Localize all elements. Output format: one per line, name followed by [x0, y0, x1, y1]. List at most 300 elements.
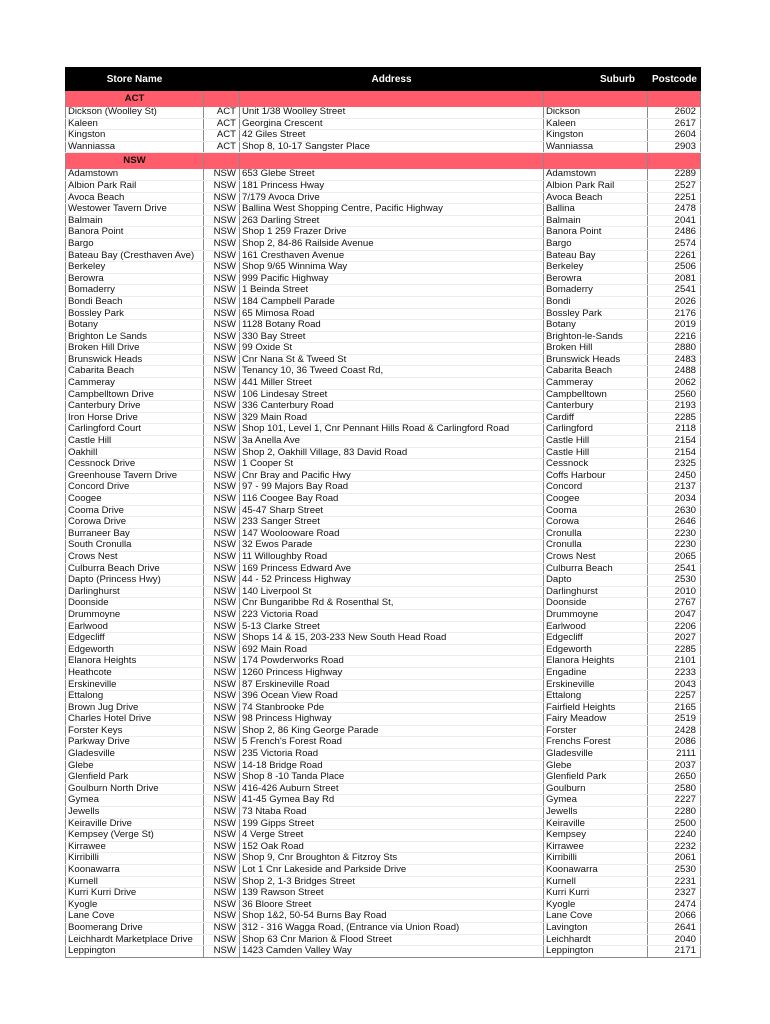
suburb-cell: Bateau Bay — [544, 250, 648, 262]
address-cell: 98 Princess Highway — [240, 714, 544, 726]
state-cell: NSW — [204, 273, 240, 285]
table-row — [66, 772, 701, 784]
postcode-cell: 2506 — [648, 262, 701, 274]
table-row — [66, 273, 701, 285]
postcode-cell: 2903 — [648, 141, 701, 153]
store-name-cell: Bondi Beach — [66, 296, 204, 308]
postcode-cell: 2193 — [648, 401, 701, 413]
address-cell: 1423 Camden Valley Way — [240, 946, 544, 958]
postcode-cell: 2488 — [648, 366, 701, 378]
address-cell: Tenancy 10, 36 Tweed Coast Rd, — [240, 366, 544, 378]
state-cell: NSW — [204, 169, 240, 181]
postcode-cell: 2154 — [648, 436, 701, 448]
store-name-cell: Brunswick Heads — [66, 354, 204, 366]
postcode-cell: 2285 — [648, 412, 701, 424]
address-cell: Shop 101, Level 1, Cnr Pennant Hills Road & Carlingford Road — [240, 424, 544, 436]
postcode-cell: 2261 — [648, 250, 701, 262]
address-cell: Cnr Nana St & Tweed St — [240, 354, 544, 366]
address-cell: 653 Glebe Street — [240, 169, 544, 181]
state-cell: NSW — [204, 459, 240, 471]
address-cell: Shop 2, 84-86 Railside Avenue — [240, 238, 544, 250]
postcode-cell: 2061 — [648, 853, 701, 865]
postcode-cell: 2154 — [648, 447, 701, 459]
suburb-cell: Kingston — [544, 130, 648, 142]
store-name-cell: Brown Jug Drive — [66, 702, 204, 714]
state-cell: NSW — [204, 621, 240, 633]
address-cell: 1128 Botany Road — [240, 320, 544, 332]
address-cell: 235 Victoria Road — [240, 749, 544, 761]
address-cell: Lot 1 Cnr Lakeside and Parkside Drive — [240, 865, 544, 877]
state-group-header — [66, 91, 701, 107]
table-row — [66, 598, 701, 610]
store-name-cell: Westower Tavern Drive — [66, 204, 204, 216]
store-name-cell: Leichhardt Marketplace Drive — [66, 934, 204, 946]
state-cell: NSW — [204, 366, 240, 378]
state-cell: NSW — [204, 331, 240, 343]
store-name-cell: Berowra — [66, 273, 204, 285]
state-cell: NSW — [204, 922, 240, 934]
state-cell: NSW — [204, 783, 240, 795]
store-name-cell: Botany — [66, 320, 204, 332]
table-row — [66, 505, 701, 517]
table-row — [66, 737, 701, 749]
state-cell: NSW — [204, 876, 240, 888]
postcode-cell: 2118 — [648, 424, 701, 436]
table-row — [66, 447, 701, 459]
postcode-cell: 2483 — [648, 354, 701, 366]
postcode-cell: 2176 — [648, 308, 701, 320]
address-cell: 169 Princess Edward Ave — [240, 563, 544, 575]
postcode-cell: 2280 — [648, 807, 701, 819]
group-header-filler — [204, 153, 240, 169]
address-cell: Shop 9/65 Winnima Way — [240, 262, 544, 274]
address-cell: 42 Giles Street — [240, 130, 544, 142]
state-cell: NSW — [204, 853, 240, 865]
table-row — [66, 853, 701, 865]
table-row — [66, 783, 701, 795]
address-cell: 87 Erskineville Road — [240, 679, 544, 691]
table-row — [66, 807, 701, 819]
table-row — [66, 401, 701, 413]
header-suburb: Suburb — [544, 68, 648, 91]
store-name-cell: Carlingford Court — [66, 424, 204, 436]
suburb-cell: Frenchs Forest — [544, 737, 648, 749]
group-header-filler — [240, 91, 544, 107]
group-header-filler — [648, 91, 701, 107]
table-row — [66, 667, 701, 679]
suburb-cell: Kyogle — [544, 899, 648, 911]
state-group-label: NSW — [66, 153, 204, 169]
address-cell: Shop 2, 86 King George Parade — [240, 725, 544, 737]
address-cell: 174 Powderworks Road — [240, 656, 544, 668]
postcode-cell: 2231 — [648, 876, 701, 888]
store-name-cell: Avoca Beach — [66, 192, 204, 204]
store-name-cell: Kurri Kurri Drive — [66, 888, 204, 900]
address-cell: 41-45 Gymea Bay Rd — [240, 795, 544, 807]
address-cell: 263 Darling Street — [240, 215, 544, 227]
state-cell: ACT — [204, 141, 240, 153]
table-row — [66, 107, 701, 119]
suburb-cell: Cabarita Beach — [544, 366, 648, 378]
postcode-cell: 2500 — [648, 818, 701, 830]
address-cell: Shop 9, Cnr Broughton & Fitzroy Sts — [240, 853, 544, 865]
table-row — [66, 760, 701, 772]
suburb-cell: Coogee — [544, 494, 648, 506]
postcode-cell: 2066 — [648, 911, 701, 923]
suburb-cell: Engadine — [544, 667, 648, 679]
table-row — [66, 795, 701, 807]
postcode-cell: 2062 — [648, 378, 701, 390]
table-row — [66, 320, 701, 332]
state-cell: NSW — [204, 412, 240, 424]
suburb-cell: Berowra — [544, 273, 648, 285]
state-cell: NSW — [204, 192, 240, 204]
postcode-cell: 2171 — [648, 946, 701, 958]
address-cell: 312 - 316 Wagga Road, (Entrance via Union Road) — [240, 922, 544, 934]
store-name-cell: Castle Hill — [66, 436, 204, 448]
state-cell: NSW — [204, 296, 240, 308]
store-name-cell: Wanniassa — [66, 141, 204, 153]
store-name-cell: Bargo — [66, 238, 204, 250]
postcode-cell: 2327 — [648, 888, 701, 900]
postcode-cell: 2233 — [648, 667, 701, 679]
state-cell: NSW — [204, 447, 240, 459]
store-name-cell: Lane Cove — [66, 911, 204, 923]
suburb-cell: Fairfield Heights — [544, 702, 648, 714]
suburb-cell: Jewells — [544, 807, 648, 819]
state-cell: NSW — [204, 505, 240, 517]
state-cell: NSW — [204, 598, 240, 610]
address-cell: 5-13 Clarke Street — [240, 621, 544, 633]
suburb-cell: Kurnell — [544, 876, 648, 888]
table-row — [66, 412, 701, 424]
state-cell: NSW — [204, 180, 240, 192]
table-row — [66, 424, 701, 436]
suburb-cell: Brighton-le-Sands — [544, 331, 648, 343]
state-cell: NSW — [204, 215, 240, 227]
header-address: Address — [240, 68, 544, 91]
address-cell: 4 Verge Street — [240, 830, 544, 842]
postcode-cell: 2240 — [648, 830, 701, 842]
postcode-cell: 2474 — [648, 899, 701, 911]
table-row — [66, 946, 701, 958]
suburb-cell: Bossley Park — [544, 308, 648, 320]
suburb-cell: Kirribilli — [544, 853, 648, 865]
state-cell: NSW — [204, 749, 240, 761]
state-cell: NSW — [204, 818, 240, 830]
state-cell: NSW — [204, 517, 240, 529]
state-cell: NSW — [204, 807, 240, 819]
table-row — [66, 215, 701, 227]
state-cell: NSW — [204, 436, 240, 448]
postcode-cell: 2230 — [648, 540, 701, 552]
suburb-cell: Lavington — [544, 922, 648, 934]
postcode-cell: 2041 — [648, 215, 701, 227]
suburb-cell: Kaleen — [544, 118, 648, 130]
address-cell: Shop 1 259 Frazer Drive — [240, 227, 544, 239]
table-row — [66, 922, 701, 934]
suburb-cell: Cooma — [544, 505, 648, 517]
table-row — [66, 540, 701, 552]
store-name-cell: Erskineville — [66, 679, 204, 691]
state-cell: NSW — [204, 725, 240, 737]
store-name-cell: Berkeley — [66, 262, 204, 274]
postcode-cell: 2043 — [648, 679, 701, 691]
address-cell: 441 Miller Street — [240, 378, 544, 390]
table-row — [66, 679, 701, 691]
address-cell: 14-18 Bridge Road — [240, 760, 544, 772]
address-cell: 11 Willoughby Road — [240, 551, 544, 563]
address-cell: Shop 2, 1-3 Bridges Street — [240, 876, 544, 888]
postcode-cell: 2767 — [648, 598, 701, 610]
suburb-cell: Edgeworth — [544, 644, 648, 656]
header-store-name: Store Name — [66, 68, 204, 91]
table-row — [66, 563, 701, 575]
table-row — [66, 551, 701, 563]
table-row — [66, 227, 701, 239]
state-cell: ACT — [204, 130, 240, 142]
postcode-cell: 2580 — [648, 783, 701, 795]
store-name-cell: Bomaderry — [66, 285, 204, 297]
address-cell: 99 Oxide St — [240, 343, 544, 355]
store-name-cell: Banora Point — [66, 227, 204, 239]
table-row — [66, 830, 701, 842]
state-cell: NSW — [204, 482, 240, 494]
table-row — [66, 899, 701, 911]
store-name-cell: Coogee — [66, 494, 204, 506]
state-cell: NSW — [204, 227, 240, 239]
store-name-cell: Drummoyne — [66, 609, 204, 621]
table-row — [66, 238, 701, 250]
header-state — [204, 68, 240, 91]
suburb-cell: Culburra Beach — [544, 563, 648, 575]
suburb-cell: Leppington — [544, 946, 648, 958]
suburb-cell: Goulburn — [544, 783, 648, 795]
store-name-cell: Cooma Drive — [66, 505, 204, 517]
state-cell: NSW — [204, 830, 240, 842]
table-row — [66, 192, 701, 204]
state-cell: NSW — [204, 702, 240, 714]
group-header-filler — [544, 153, 648, 169]
address-cell: 44 - 52 Princess Highway — [240, 575, 544, 587]
table-row — [66, 459, 701, 471]
store-name-cell: Forster Keys — [66, 725, 204, 737]
state-cell: NSW — [204, 551, 240, 563]
store-name-cell: Concord Drive — [66, 482, 204, 494]
state-cell: NSW — [204, 760, 240, 772]
postcode-cell: 2602 — [648, 107, 701, 119]
postcode-cell: 2019 — [648, 320, 701, 332]
state-cell: NSW — [204, 250, 240, 262]
address-cell: 199 Gipps Street — [240, 818, 544, 830]
address-cell: Shop 2, Oakhill Village, 83 David Road — [240, 447, 544, 459]
postcode-cell: 2037 — [648, 760, 701, 772]
address-cell: 336 Canterbury Road — [240, 401, 544, 413]
suburb-cell: Castle Hill — [544, 436, 648, 448]
store-name-cell: Charles Hotel Drive — [66, 714, 204, 726]
table-row — [66, 331, 701, 343]
postcode-cell: 2630 — [648, 505, 701, 517]
table-row — [66, 482, 701, 494]
state-cell: NSW — [204, 934, 240, 946]
table-row — [66, 633, 701, 645]
state-cell: NSW — [204, 841, 240, 853]
table-row — [66, 366, 701, 378]
table-row — [66, 378, 701, 390]
state-cell: NSW — [204, 911, 240, 923]
state-cell: NSW — [204, 285, 240, 297]
store-name-cell: Boomerang Drive — [66, 922, 204, 934]
address-cell: Ballina West Shopping Centre, Pacific Highway — [240, 204, 544, 216]
address-cell: 396 Ocean View Road — [240, 691, 544, 703]
store-name-cell: Gladesville — [66, 749, 204, 761]
state-cell: NSW — [204, 528, 240, 540]
store-name-cell: Kurnell — [66, 876, 204, 888]
store-name-cell: Jewells — [66, 807, 204, 819]
suburb-cell: Avoca Beach — [544, 192, 648, 204]
suburb-cell: Cammeray — [544, 378, 648, 390]
suburb-cell: Drummoyne — [544, 609, 648, 621]
address-cell: 330 Bay Street — [240, 331, 544, 343]
state-cell: NSW — [204, 633, 240, 645]
table-row — [66, 436, 701, 448]
postcode-cell: 2165 — [648, 702, 701, 714]
postcode-cell: 2289 — [648, 169, 701, 181]
suburb-cell: Cardiff — [544, 412, 648, 424]
store-name-cell: Cammeray — [66, 378, 204, 390]
store-name-cell: Kirribilli — [66, 853, 204, 865]
store-name-cell: Edgeworth — [66, 644, 204, 656]
postcode-cell: 2541 — [648, 285, 701, 297]
state-cell: NSW — [204, 354, 240, 366]
address-cell: 140 Liverpool St — [240, 586, 544, 598]
store-name-cell: Bossley Park — [66, 308, 204, 320]
address-cell: 181 Princess Hway — [240, 180, 544, 192]
store-name-cell: Adamstown — [66, 169, 204, 181]
postcode-cell: 2617 — [648, 118, 701, 130]
address-cell: 3a Anella Ave — [240, 436, 544, 448]
suburb-cell: Glebe — [544, 760, 648, 772]
address-cell: 999 Pacific Highway — [240, 273, 544, 285]
postcode-cell: 2216 — [648, 331, 701, 343]
table-row — [66, 130, 701, 142]
state-cell: NSW — [204, 308, 240, 320]
table-row — [66, 586, 701, 598]
postcode-cell: 2047 — [648, 609, 701, 621]
store-name-cell: Cabarita Beach — [66, 366, 204, 378]
suburb-cell: Berkeley — [544, 262, 648, 274]
suburb-cell: Leichhardt — [544, 934, 648, 946]
suburb-cell: Bomaderry — [544, 285, 648, 297]
postcode-cell: 2527 — [648, 180, 701, 192]
state-cell: NSW — [204, 772, 240, 784]
postcode-cell: 2641 — [648, 922, 701, 934]
store-name-cell: Edgecliff — [66, 633, 204, 645]
state-cell: NSW — [204, 470, 240, 482]
address-cell: Georgina Crescent — [240, 118, 544, 130]
state-cell: NSW — [204, 424, 240, 436]
state-cell: NSW — [204, 575, 240, 587]
address-cell: Shop 1&2, 50-54 Burns Bay Road — [240, 911, 544, 923]
address-cell: Cnr Bungaribbe Rd & Rosenthal St, — [240, 598, 544, 610]
address-cell: 147 Woolooware Road — [240, 528, 544, 540]
suburb-cell: Dapto — [544, 575, 648, 587]
state-cell: NSW — [204, 609, 240, 621]
address-cell: 233 Sanger Street — [240, 517, 544, 529]
postcode-cell: 2880 — [648, 343, 701, 355]
suburb-cell: Canterbury — [544, 401, 648, 413]
store-name-cell: Glebe — [66, 760, 204, 772]
address-cell: Shop 63 Cnr Marion & Flood Street — [240, 934, 544, 946]
address-cell: Unit 1/38 Woolley Street — [240, 107, 544, 119]
suburb-cell: Crows Nest — [544, 551, 648, 563]
suburb-cell: Ballina — [544, 204, 648, 216]
suburb-cell: Doonside — [544, 598, 648, 610]
address-cell: 184 Campbell Parade — [240, 296, 544, 308]
table-row — [66, 354, 701, 366]
suburb-cell: Adamstown — [544, 169, 648, 181]
suburb-cell: Carlingford — [544, 424, 648, 436]
table-row — [66, 575, 701, 587]
suburb-cell: Glenfield Park — [544, 772, 648, 784]
suburb-cell: Erskineville — [544, 679, 648, 691]
suburb-cell: Broken Hill — [544, 343, 648, 355]
postcode-cell: 2604 — [648, 130, 701, 142]
address-cell: 152 Oak Road — [240, 841, 544, 853]
suburb-cell: Albion Park Rail — [544, 180, 648, 192]
suburb-cell: Kirrawee — [544, 841, 648, 853]
address-cell: 161 Cresthaven Avenue — [240, 250, 544, 262]
store-name-cell: Broken Hill Drive — [66, 343, 204, 355]
address-cell: 223 Victoria Road — [240, 609, 544, 621]
store-name-cell: Keiraville Drive — [66, 818, 204, 830]
table-row — [66, 169, 701, 181]
store-name-cell: Ettalong — [66, 691, 204, 703]
postcode-cell: 2101 — [648, 656, 701, 668]
address-cell: Cnr Bray and Pacific Hwy — [240, 470, 544, 482]
state-cell: NSW — [204, 737, 240, 749]
state-cell: NSW — [204, 262, 240, 274]
suburb-cell: Castle Hill — [544, 447, 648, 459]
address-cell: 416-426 Auburn Street — [240, 783, 544, 795]
suburb-cell: Bargo — [544, 238, 648, 250]
table-row — [66, 285, 701, 297]
header-row — [66, 68, 701, 91]
suburb-cell: Keiraville — [544, 818, 648, 830]
address-cell: 1 Beinda Street — [240, 285, 544, 297]
address-cell: 97 - 99 Majors Bay Road — [240, 482, 544, 494]
address-cell: 36 Bloore Street — [240, 899, 544, 911]
table-row — [66, 621, 701, 633]
table-row — [66, 118, 701, 130]
table-row — [66, 517, 701, 529]
store-name-cell: Gymea — [66, 795, 204, 807]
state-cell: ACT — [204, 107, 240, 119]
postcode-cell: 2646 — [648, 517, 701, 529]
address-cell: 1260 Princess Highway — [240, 667, 544, 679]
suburb-cell: Balmain — [544, 215, 648, 227]
store-table-body — [66, 91, 701, 958]
state-cell: NSW — [204, 238, 240, 250]
postcode-cell: 2034 — [648, 494, 701, 506]
table-row — [66, 841, 701, 853]
suburb-cell: Corowa — [544, 517, 648, 529]
state-cell: NSW — [204, 795, 240, 807]
state-cell: NSW — [204, 389, 240, 401]
address-cell: Shop 8, 10-17 Sangster Place — [240, 141, 544, 153]
address-cell: Shops 14 & 15, 203-233 New South Head Road — [240, 633, 544, 645]
postcode-cell: 2428 — [648, 725, 701, 737]
